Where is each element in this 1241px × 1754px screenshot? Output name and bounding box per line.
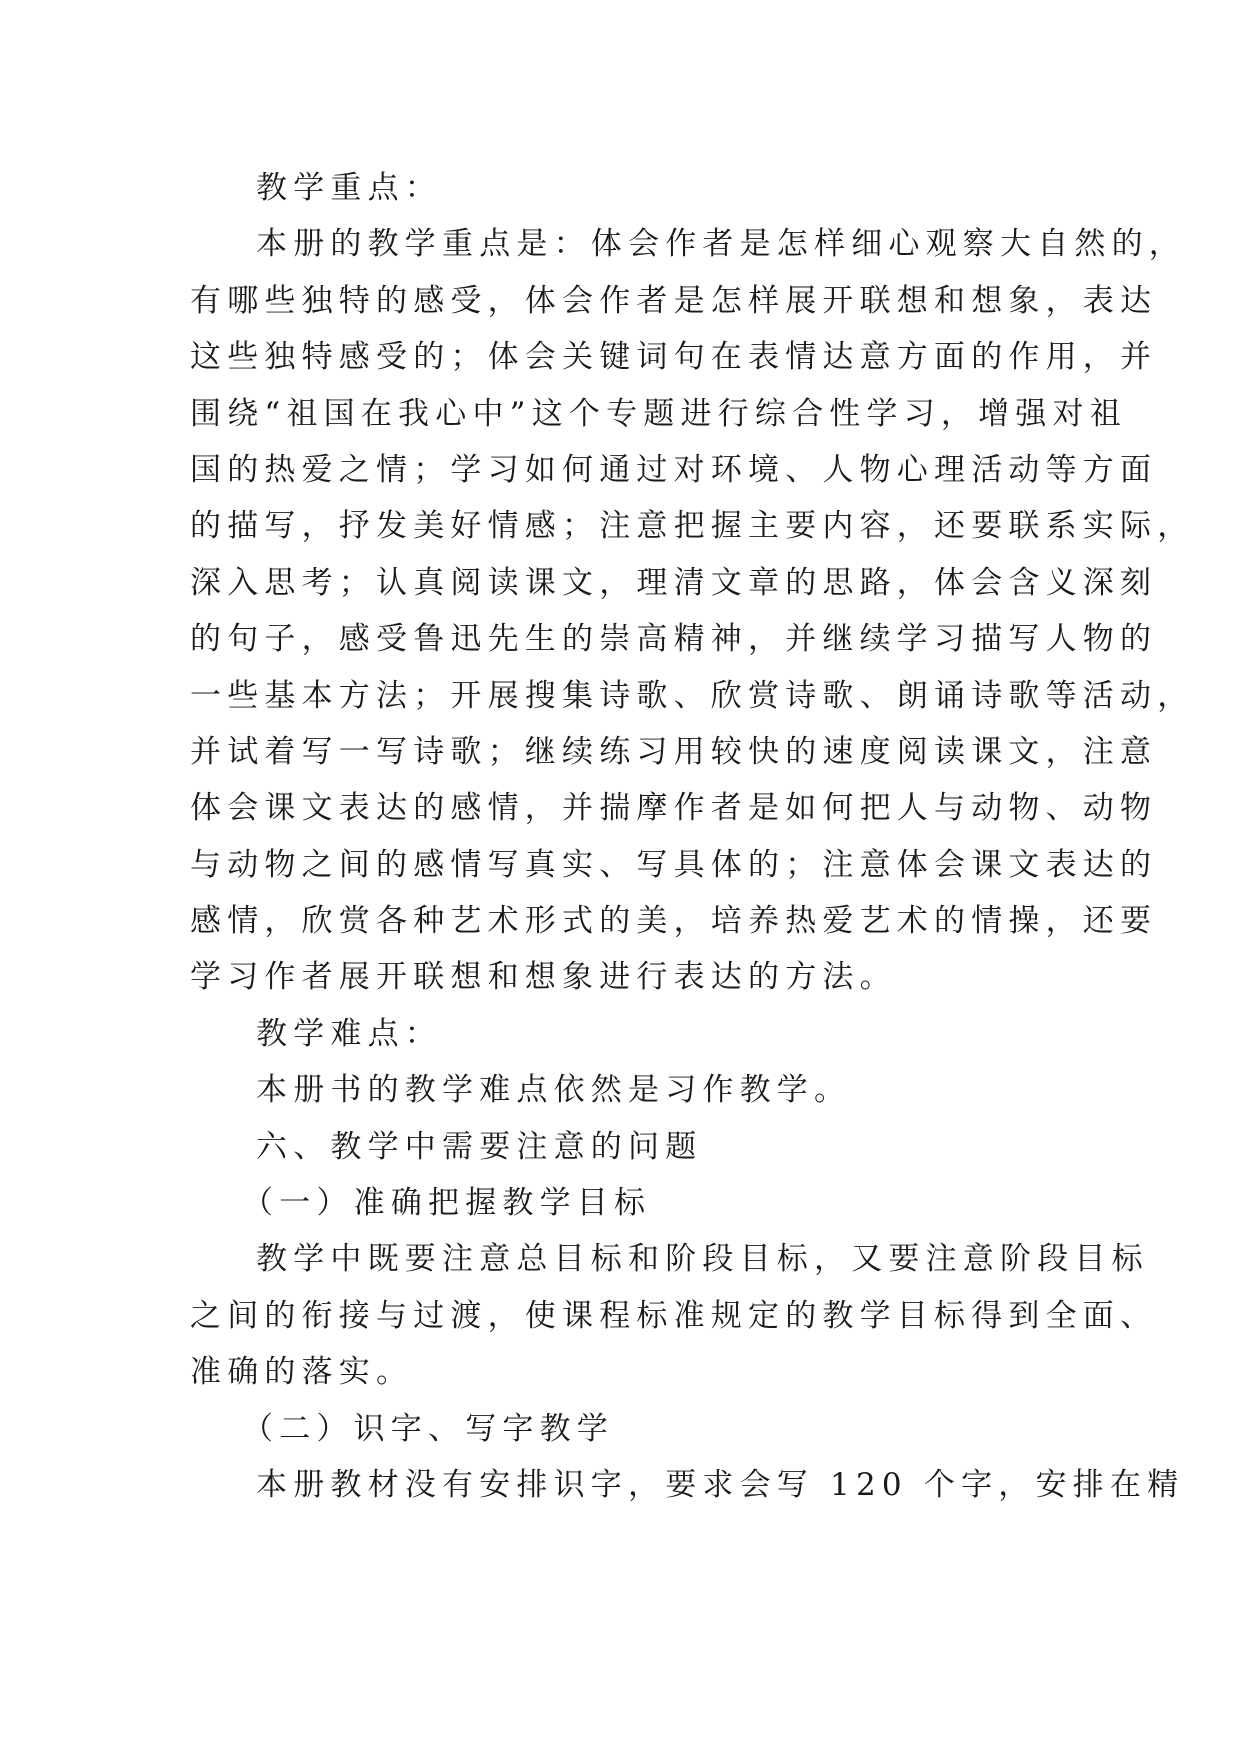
paragraph-line: 的句子，感受鲁迅先生的崇高精神，并继续学习描写人物的 <box>190 621 1158 658</box>
paragraph-line: 准确的落实。 <box>190 1354 414 1391</box>
paragraph-line: 感情，欣赏各种艺术形式的美，培养热爱艺术的情操，还要 <box>190 903 1158 940</box>
paragraph-line: 有哪些独特的感受，体会作者是怎样展开联想和想象，表达 <box>190 282 1158 319</box>
section-heading: 六、教学中需要注意的问题 <box>256 1128 703 1165</box>
heading-teaching-difficulty: 教学难点： <box>256 1015 442 1052</box>
paragraph-line: 本册的教学重点是：体会作者是怎样细心观察大自然的， <box>256 226 1186 263</box>
paragraph-line: 国的热爱之情；学习如何通过对环境、人物心理活动等方面 <box>190 451 1158 488</box>
heading-teaching-focus: 教学重点： <box>256 170 442 206</box>
subsection-heading: （一）准确把握教学目标 <box>242 1185 652 1222</box>
paragraph-line: 的描写，抒发美好情感；注意把握主要内容，还要联系实际， <box>190 508 1195 545</box>
paragraph-line: 一些基本方法；开展搜集诗歌、欣赏诗歌、朗诵诗歌等活动， <box>190 677 1195 714</box>
paragraph-line: 本册书的教学难点依然是习作教学。 <box>256 1072 852 1109</box>
paragraph-line: 体会课文表达的感情，并揣摩作者是如何把人与动物、动物 <box>190 790 1158 827</box>
paragraph-line: 与动物之间的感情写真实、写具体的；注意体会课文表达的 <box>190 846 1158 883</box>
paragraph-line: 这些独特感受的；体会关键词句在表情达意方面的作用，并 <box>190 339 1158 376</box>
paragraph-line: 教学中既要注意总目标和阶段目标，又要注意阶段目标 <box>256 1241 1149 1278</box>
paragraph-line: 围绕“祖国在我心中”这个专题进行综合性学习，增强对祖 <box>190 395 1127 432</box>
document-body <box>190 160 1195 1513</box>
paragraph-line: 并试着写一写诗歌；继续练习用较快的速度阅读课文，注意 <box>190 733 1158 770</box>
paragraph-line: 学习作者展开联想和想象进行表达的方法。 <box>190 959 897 996</box>
paragraph-line: 本册教材没有安排识字，要求会写 120 个字，安排在精 <box>256 1466 1185 1503</box>
paragraph-line: 之间的衔接与过渡，使课程标准规定的教学目标得到全面、 <box>190 1297 1158 1334</box>
subsection-heading: （二）识字、写字教学 <box>242 1410 614 1447</box>
paragraph-line: 深入思考；认真阅读课文，理清文章的思路，体会含义深刻 <box>190 564 1158 601</box>
